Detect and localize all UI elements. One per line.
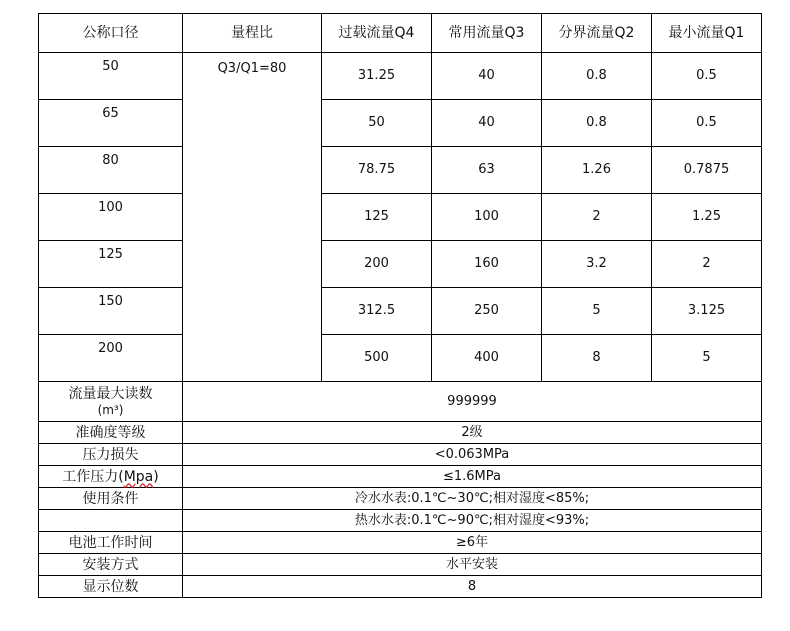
q3-cell: 100 [432, 194, 542, 241]
header-range-ratio: 量程比 [183, 14, 322, 53]
header-transitional-flow-q2: 分界流量Q2 [542, 14, 652, 53]
q4-cell: 312.5 [322, 288, 432, 335]
table-row [39, 194, 762, 241]
working-pressure-label-suffix: ) [153, 468, 159, 485]
q2-cell: 8 [542, 335, 652, 382]
header-row [39, 14, 762, 53]
digits-label: 显示位数 [39, 576, 183, 598]
q2-cell: 0.8 [542, 100, 652, 147]
nominal-diameter-cell: 65 [39, 100, 183, 147]
nominal-diameter-cell: 200 [39, 335, 183, 382]
q4-cell: 500 [322, 335, 432, 382]
header-nominal-diameter: 公称口径 [39, 14, 183, 53]
conditions-hot-row [39, 510, 762, 532]
accuracy-value: 2级 [183, 422, 762, 444]
digits-value: 8 [183, 576, 762, 598]
conditions-hot-value: 热水水表:0.1℃~90℃;相对湿度<93%; [183, 510, 762, 532]
working-pressure-row [39, 466, 762, 488]
max-reading-value: 999999 [183, 382, 762, 422]
nominal-diameter-cell: 80 [39, 147, 183, 194]
q3-cell: 160 [432, 241, 542, 288]
header-minimum-flow-q1: 最小流量Q1 [652, 14, 762, 53]
q2-cell: 1.26 [542, 147, 652, 194]
pressure-loss-label: 压力损失 [39, 444, 183, 466]
q3-cell: 40 [432, 100, 542, 147]
working-pressure-unit: Mpa [123, 468, 154, 485]
working-pressure-label-prefix: 工作压力( [62, 468, 124, 485]
digits-row [39, 576, 762, 598]
installation-row [39, 554, 762, 576]
table-row [39, 288, 762, 335]
table-row [39, 241, 762, 288]
table-row [39, 147, 762, 194]
conditions-label: 使用条件 [39, 488, 183, 510]
battery-value: ≥6年 [183, 532, 762, 554]
q4-cell: 31.25 [322, 53, 432, 100]
q3-cell: 63 [432, 147, 542, 194]
q1-cell: 0.5 [652, 100, 762, 147]
battery-row [39, 532, 762, 554]
nominal-diameter-cell: 150 [39, 288, 183, 335]
table-row [39, 335, 762, 382]
q1-cell: 1.25 [652, 194, 762, 241]
table-row [39, 100, 762, 147]
q1-cell: 2 [652, 241, 762, 288]
q1-cell: 5 [652, 335, 762, 382]
nominal-diameter-cell: 125 [39, 241, 183, 288]
pressure-loss-value: <0.063MPa [183, 444, 762, 466]
q4-cell: 200 [322, 241, 432, 288]
q2-cell: 2 [542, 194, 652, 241]
max-reading-label-text: 流量最大读数 [68, 385, 153, 402]
header-overload-flow-q4: 过载流量Q4 [322, 14, 432, 53]
max-reading-row [39, 382, 762, 422]
working-pressure-value: ≤1.6MPa [183, 466, 762, 488]
q4-cell: 125 [322, 194, 432, 241]
battery-label: 电池工作时间 [39, 532, 183, 554]
q1-cell: 0.5 [652, 53, 762, 100]
accuracy-label: 准确度等级 [39, 422, 183, 444]
max-reading-unit: (m³) [97, 402, 124, 417]
range-ratio-cell: Q3/Q1=80 [183, 53, 322, 382]
q4-cell: 50 [322, 100, 432, 147]
header-permanent-flow-q3: 常用流量Q3 [432, 14, 542, 53]
q4-cell: 78.75 [322, 147, 432, 194]
installation-label: 安装方式 [39, 554, 183, 576]
nominal-diameter-cell: 100 [39, 194, 183, 241]
conditions-cold-value: 冷水水表:0.1℃~30℃;相对湿度<85%; [183, 488, 762, 510]
q2-cell: 0.8 [542, 53, 652, 100]
q2-cell: 5 [542, 288, 652, 335]
max-reading-label [39, 382, 183, 422]
q3-cell: 250 [432, 288, 542, 335]
accuracy-row [39, 422, 762, 444]
conditions-hot-label-empty [39, 510, 183, 532]
q3-cell: 40 [432, 53, 542, 100]
installation-value: 水平安装 [183, 554, 762, 576]
q1-cell: 0.7875 [652, 147, 762, 194]
q2-cell: 3.2 [542, 241, 652, 288]
pressure-loss-row [39, 444, 762, 466]
table-row [39, 53, 762, 100]
q1-cell: 3.125 [652, 288, 762, 335]
conditions-row [39, 488, 762, 510]
q3-cell: 400 [432, 335, 542, 382]
water-meter-spec-table [38, 13, 762, 598]
nominal-diameter-cell: 50 [39, 53, 183, 100]
working-pressure-label [39, 466, 183, 488]
